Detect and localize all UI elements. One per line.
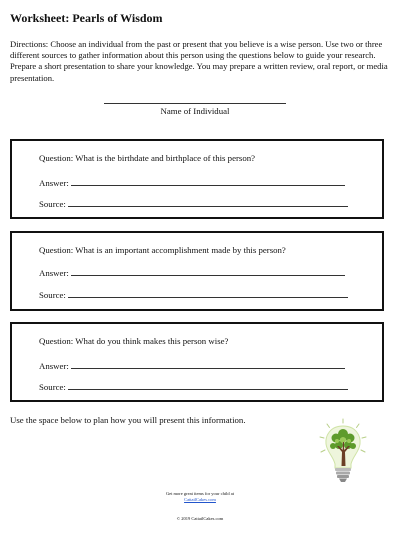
answer-input-line[interactable] bbox=[71, 185, 345, 186]
source-label: Source: bbox=[39, 382, 66, 392]
answer-label: Answer: bbox=[39, 361, 69, 371]
answer-row bbox=[39, 359, 345, 371]
footer-line: Get more great items for your child at bbox=[165, 491, 235, 496]
name-input-line[interactable] bbox=[104, 103, 286, 104]
answer-input-line[interactable] bbox=[71, 275, 345, 276]
source-row bbox=[39, 197, 348, 209]
source-label: Source: bbox=[39, 199, 66, 209]
plan-instructions: Use the space below to plan how you will present this information. bbox=[10, 415, 246, 425]
answer-input-line[interactable] bbox=[71, 368, 345, 369]
footer-copyright: © 2019 CattailCakes.com bbox=[176, 516, 224, 521]
answer-row bbox=[39, 266, 345, 278]
source-label: Source: bbox=[39, 290, 66, 300]
bulb-base-band bbox=[337, 475, 349, 478]
bulb-base-band bbox=[335, 468, 351, 471]
name-label: Name of Individual bbox=[160, 106, 230, 116]
question-box-1 bbox=[10, 139, 384, 219]
bulb-base-band bbox=[336, 472, 350, 475]
bulb-base-tip bbox=[339, 479, 347, 483]
answer-label: Answer: bbox=[39, 178, 69, 188]
footer-link[interactable]: CattailCakes.com bbox=[184, 496, 216, 502]
page-title: Worksheet: Pearls of Wisdom bbox=[10, 11, 163, 25]
question-box-2 bbox=[10, 231, 384, 311]
tree-lightbulb-icon bbox=[318, 418, 368, 490]
question-box-3 bbox=[10, 322, 384, 402]
question-text: Question: What is the birthdate and birthplace of this person? bbox=[39, 153, 256, 163]
source-input-line[interactable] bbox=[68, 297, 348, 298]
source-row bbox=[39, 288, 348, 300]
source-row bbox=[39, 380, 348, 392]
answer-row bbox=[39, 176, 345, 188]
source-input-line[interactable] bbox=[68, 389, 348, 390]
directions-text: Directions: Choose an individual from the past or present that you believe is a wise person. Use two or three different sources to gather information about this person using the questions below to guide your research. Prepare a short presentation to share your knowledge. You may prepare a written review, oral report, or media presentation. bbox=[10, 39, 388, 83]
question-text: Question: What do you think makes this person wise? bbox=[39, 336, 229, 346]
footer-promo bbox=[140, 491, 260, 502]
source-input-line[interactable] bbox=[68, 206, 348, 207]
answer-label: Answer: bbox=[39, 268, 69, 278]
question-text: Question: What is an important accomplishment made by this person? bbox=[39, 245, 286, 255]
